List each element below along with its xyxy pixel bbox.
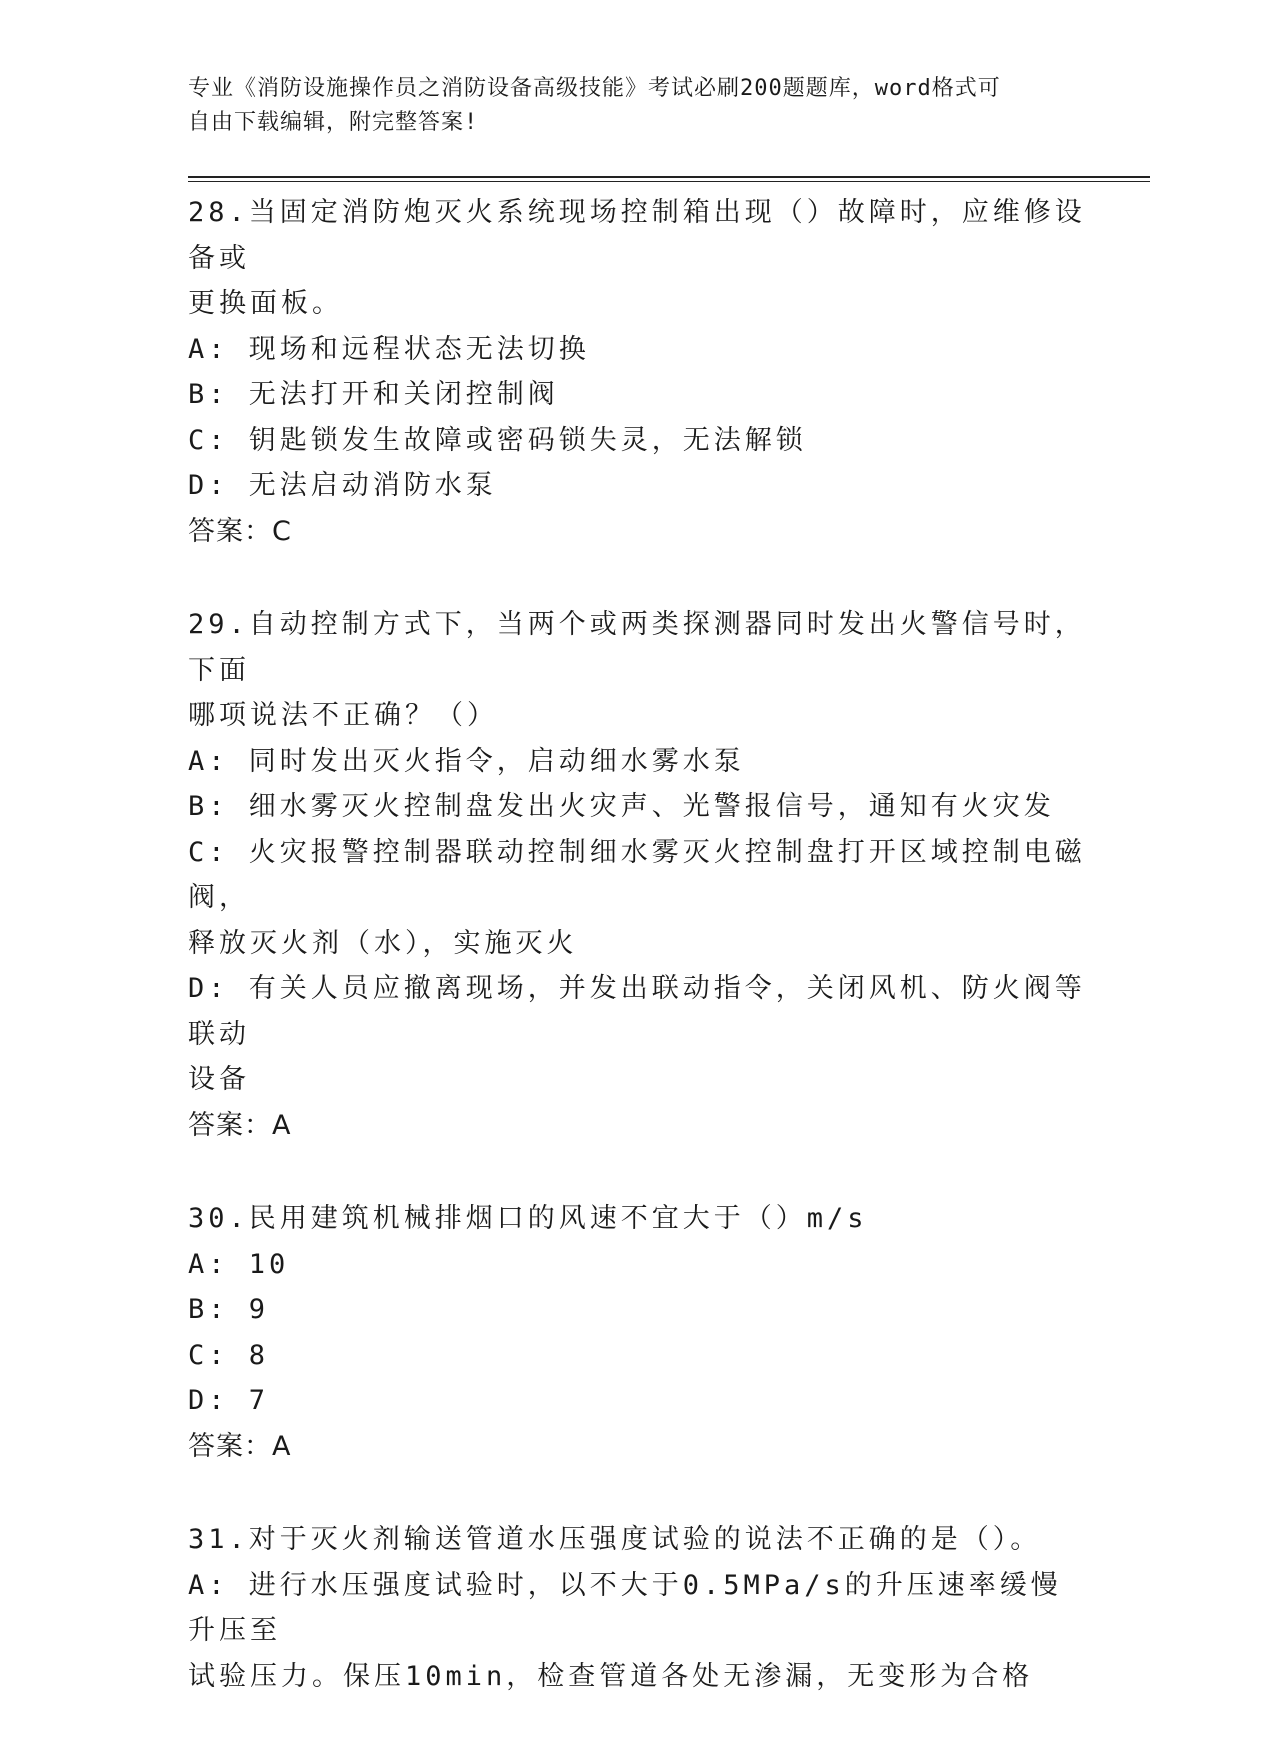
question-stem-line: 哪项说法不正确？（） [188,700,498,731]
answer-line: 答案：A [188,1430,292,1462]
header-line-1: 专业《消防设施操作员之消防设备高级技能》考试必刷200题题库，word格式可 [188,76,1001,101]
header-line-2: 自由下载编辑，附完整答案! [188,110,479,135]
option-a: A: 现场和远程状态无法切换 [188,333,590,365]
option-c: C: 8 [188,1339,270,1371]
option-a: A: 同时发出灭火指令，启动细水雾水泵 [188,745,745,777]
question-stem-line: 29.自动控制方式下，当两个或两类探测器同时发出火警信号时，下面 [188,609,1086,686]
option-c-continued: 释放灭火剂（水），实施灭火 [188,927,578,959]
answer-line: 答案：C [188,515,292,547]
answer-line: 答案：A [188,1109,292,1141]
question-29 [188,602,1088,1148]
option-d: D: 有关人员应撤离现场，并发出联动指令，关闭风机、防火阀等联动 [188,973,1086,1050]
question-stem-line: 31.对于灭火剂输送管道水压强度试验的说法不正确的是（）。 [188,1524,1042,1555]
question-stem-line: 28.当固定消防炮灭火系统现场控制箱出现（）故障时，应维修设备或 [188,197,1086,274]
option-c: C: 钥匙锁发生故障或密码锁失灵，无法解锁 [188,424,807,456]
header-divider [188,176,1150,182]
option-d: D: 无法启动消防水泵 [188,470,497,501]
option-c: C: 火灾报警控制器联动控制细水雾灭火控制盘打开区域控制电磁阀， [188,836,1086,913]
question-stem-line: 30.民用建筑机械排烟口的风速不宜大于（）m/s [188,1203,868,1234]
option-d: D: 7 [188,1385,270,1416]
question-31 [188,1517,1088,1699]
option-a: A: 进行水压强度试验时，以不大于0.5MPa/s的升压速率缓慢升压至 [188,1569,1062,1646]
option-b: B: 细水雾灭火控制盘发出火灾声、光警报信号，通知有火灾发 [188,791,1055,822]
option-b: B: 9 [188,1294,270,1325]
question-list [188,190,1088,1747]
document-header [188,72,1088,140]
option-d-continued: 设备 [188,1064,250,1095]
option-a-continued: 试验压力。保压10min，检查管道各处无渗漏，无变形为合格 [188,1660,1034,1692]
question-stem-line: 更换面板。 [188,288,343,319]
option-a: A: 10 [188,1248,290,1280]
option-b: B: 无法打开和关闭控制阀 [188,379,559,410]
question-30 [188,1196,1088,1469]
question-28 [188,190,1088,554]
